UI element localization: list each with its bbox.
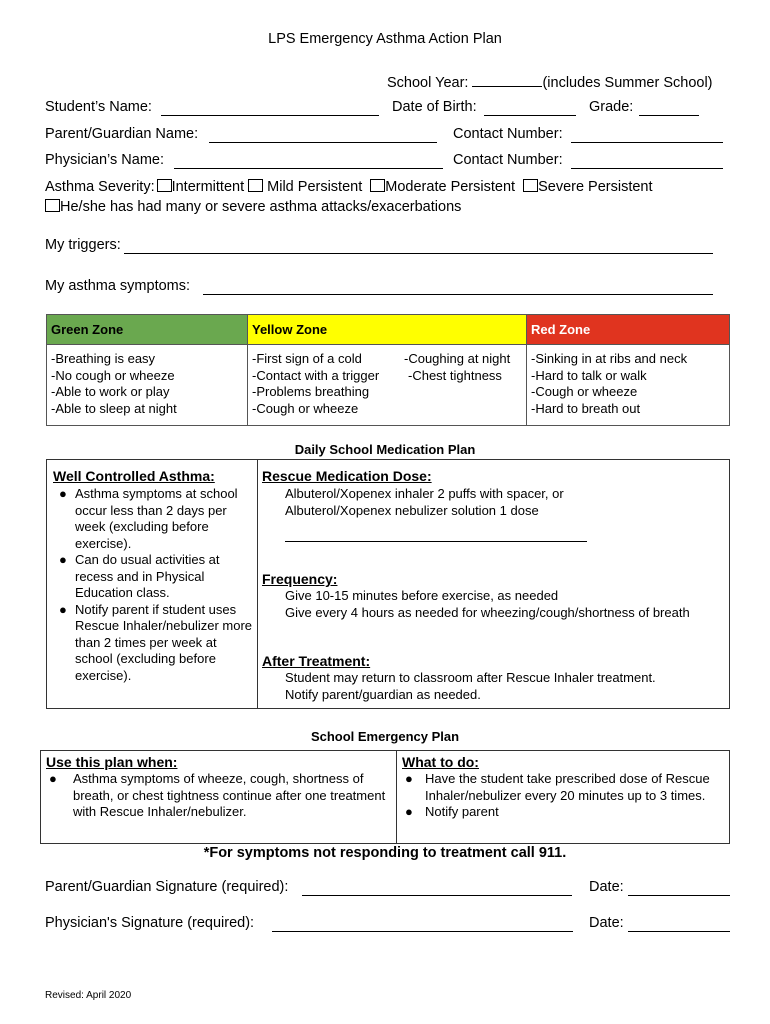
contact-field-1[interactable] — [571, 128, 723, 143]
physician-date-field[interactable] — [628, 917, 730, 932]
physician-name-label: Physician’s Name: — [45, 152, 165, 168]
red-item: -Sinking in at ribs and neck — [531, 351, 688, 366]
frequency-line: Give 10-15 minutes before exercise, as needed — [285, 588, 559, 603]
well-controlled-item: ● Can do usual activities at recess and in Physical Education class. — [59, 552, 220, 600]
grade-label: Grade: — [589, 99, 634, 115]
green-item: -Able to sleep at night — [51, 400, 177, 416]
severity-label: Asthma Severity: — [45, 179, 155, 195]
physician-name-field[interactable] — [174, 154, 443, 169]
school-year-label: School Year: — [387, 75, 469, 91]
parent-date-field[interactable] — [628, 881, 730, 896]
well-controlled-column — [47, 460, 258, 708]
history-row — [45, 199, 461, 215]
green-item: -No cough or wheeze — [51, 367, 175, 383]
yellow-item: -Chest tightness — [408, 367, 502, 383]
well-controlled-item: ● Asthma symptoms at school occur less than 2 days per week (excluding before exercise). — [59, 486, 238, 551]
physician-signature-label: Physician's Signature (required): — [45, 915, 255, 931]
severity-row — [45, 179, 653, 195]
zones-table — [46, 314, 730, 426]
school-year-field[interactable] — [472, 72, 542, 87]
use-plan-heading: Use this plan when: — [46, 754, 178, 770]
yellow-item: -Problems breathing — [252, 384, 370, 399]
red-zone-header: Red Zone — [527, 315, 730, 345]
triggers-field[interactable] — [124, 239, 713, 254]
student-name-label: Student’s Name: — [45, 99, 152, 115]
parent-name-field[interactable] — [209, 128, 437, 143]
school-year-row — [387, 72, 713, 91]
yellow-item: -First sign of a cold — [252, 351, 362, 366]
emergency-plan-heading: School Emergency Plan — [310, 729, 460, 744]
medication-plan-box — [46, 459, 730, 709]
revised-date: Revised: April 2020 — [45, 990, 132, 1001]
severity-option-moderate: Moderate Persistent — [385, 179, 516, 195]
physician-signature-field[interactable] — [272, 917, 573, 932]
yellow-zone-header: Yellow Zone — [248, 315, 527, 345]
parent-name-label: Parent/Guardian Name: — [45, 126, 199, 142]
rescue-line: Albuterol/Xopenex inhaler 2 puffs with spacer, or — [285, 486, 564, 501]
student-name-field[interactable] — [161, 101, 379, 116]
grade-field[interactable] — [639, 101, 699, 116]
yellow-item: -Coughing at night — [404, 351, 511, 366]
red-item: -Hard to talk or walk — [531, 367, 647, 383]
parent-signature-label: Parent/Guardian Signature (required): — [45, 879, 289, 895]
triggers-label: My triggers: — [45, 237, 121, 253]
frequency-lines — [285, 588, 690, 621]
call-911-notice: *For symptoms not responding to treatment call 911. — [203, 845, 567, 861]
red-item: -Cough or wheeze — [531, 384, 638, 399]
what-to-do-heading: What to do: — [402, 754, 479, 770]
page-title: LPS Emergency Asthma Action Plan — [268, 31, 502, 47]
rescue-line: Albuterol/Xopenex nebulizer solution 1 dose — [285, 502, 539, 518]
severity-option-mild: Mild Persistent — [267, 179, 363, 195]
emergency-plan-box — [40, 750, 730, 844]
checkbox-severe-persistent[interactable] — [523, 179, 538, 192]
severity-option-intermittent: Intermittent — [171, 179, 245, 195]
frequency-line: Give every 4 hours as needed for wheezing/cough/shortness of breath — [285, 604, 690, 620]
contact-label-1: Contact Number: — [453, 126, 563, 142]
physician-date-label: Date: — [589, 915, 624, 931]
well-controlled-item: ● Notify parent if student uses Rescue Inhaler/nebulizer more than 2 times per week at school (excluding before exercise). — [59, 601, 253, 683]
after-treatment-line: Notify parent/guardian as needed. — [285, 686, 481, 702]
parent-date-label: Date: — [589, 879, 624, 895]
red-zone-cell — [527, 345, 730, 426]
yellow-zone-cell — [248, 345, 527, 426]
green-zone-cell — [47, 345, 248, 426]
after-treatment-line: Student may return to classroom after Rescue Inhaler treatment. — [285, 670, 656, 685]
green-item: -Breathing is easy — [51, 351, 156, 366]
rescue-lines — [285, 486, 564, 519]
red-item: -Hard to breath out — [531, 400, 641, 416]
checkbox-history[interactable] — [45, 199, 60, 212]
frequency-heading: Frequency: — [262, 571, 338, 587]
rescue-heading: Rescue Medication Dose: — [262, 468, 432, 484]
dob-field[interactable] — [484, 101, 576, 116]
what-to-do-item: ● Have the student take prescribed dose of Rescue Inhaler/nebulizer every 20 minutes up to 3 times. — [405, 771, 710, 803]
use-plan-column — [41, 751, 397, 843]
parent-signature-field[interactable] — [302, 881, 572, 896]
school-year-suffix: (includes Summer School) — [542, 75, 713, 91]
dob-label: Date of Birth: — [392, 99, 477, 115]
medication-plan-heading: Daily School Medication Plan — [294, 442, 476, 457]
symptoms-field[interactable] — [203, 280, 713, 295]
checkbox-intermittent[interactable] — [157, 179, 172, 192]
yellow-item: -Contact with a trigger — [252, 367, 380, 383]
severity-option-severe: Severe Persistent — [538, 179, 653, 195]
use-plan-item: ● Asthma symptoms of wheeze, cough, shortness of breath, or chest tightness continue after one treatment with Rescue Inhaler/nebulizer. — [49, 771, 386, 819]
contact-label-2: Contact Number: — [453, 152, 563, 168]
checkbox-moderate-persistent[interactable] — [370, 179, 385, 192]
checkbox-mild-persistent[interactable] — [248, 179, 263, 192]
after-treatment-heading: After Treatment: — [262, 653, 371, 669]
rescue-dose-field[interactable] — [285, 541, 587, 542]
green-item: -Able to work or play — [51, 384, 170, 399]
contact-field-2[interactable] — [571, 154, 723, 169]
after-treatment-lines — [285, 670, 656, 703]
symptoms-label: My asthma symptoms: — [45, 278, 191, 294]
well-controlled-heading: Well Controlled Asthma: — [53, 468, 215, 484]
history-label: He/she has had many or severe asthma attacks/exacerbations — [60, 199, 462, 215]
what-to-do-item: ● Notify parent — [405, 804, 499, 819]
green-zone-header: Green Zone — [47, 315, 248, 345]
yellow-item: -Cough or wheeze — [252, 400, 359, 416]
